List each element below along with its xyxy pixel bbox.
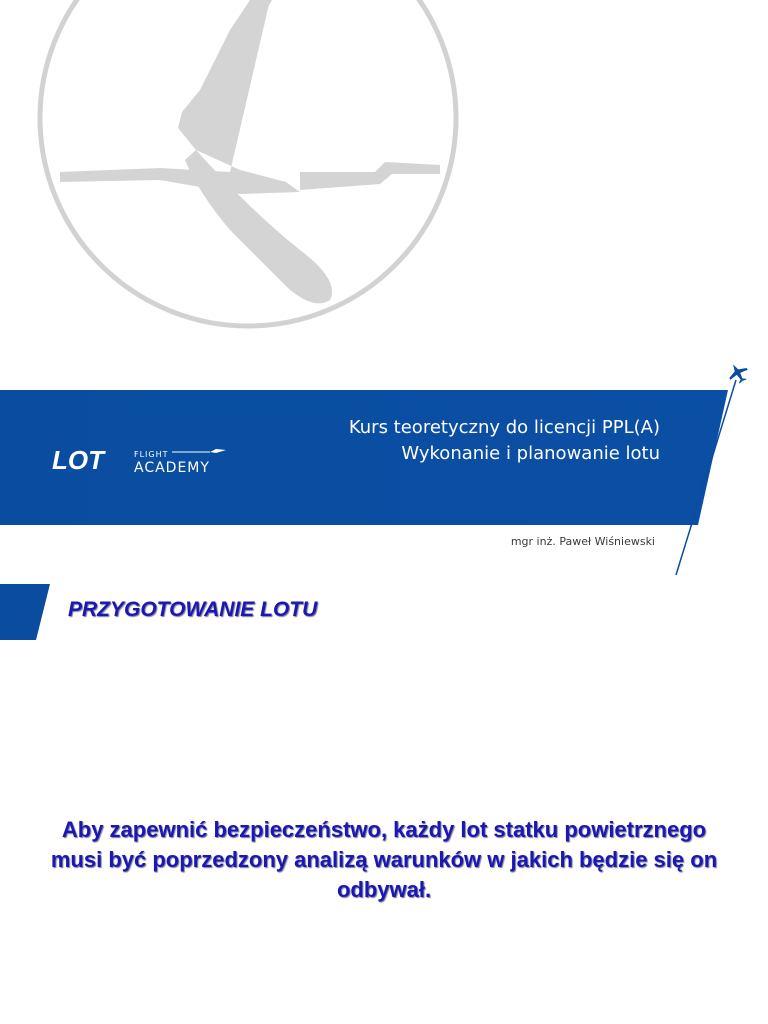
body-paragraph: Aby zapewnić bezpieczeństwo, każdy lot statku powietrznego musi być poprzedzony analizą warunków w jakich będzie się on odbywał. bbox=[50, 817, 718, 902]
lot-flight-academy-logo bbox=[50, 438, 250, 478]
course-title bbox=[300, 415, 660, 467]
course-title-line-2: Wykonanie i planowanie lotu bbox=[401, 443, 660, 464]
academy-label: ACADEMY bbox=[134, 460, 210, 476]
course-title-line-1: Kurs teoretyczny do licencji PPL(A) bbox=[348, 417, 660, 438]
section-tab-marker bbox=[0, 584, 60, 640]
lot-logo-text: LOT bbox=[52, 445, 104, 475]
author-name: mgr inż. Paweł Wiśniewski bbox=[510, 535, 655, 548]
airplane-icon bbox=[724, 359, 751, 386]
lot-crane-logo bbox=[0, 0, 768, 340]
section-heading: PRZYGOTOWANIE LOTU bbox=[68, 598, 318, 621]
flight-label: FLIGHT bbox=[134, 450, 169, 459]
